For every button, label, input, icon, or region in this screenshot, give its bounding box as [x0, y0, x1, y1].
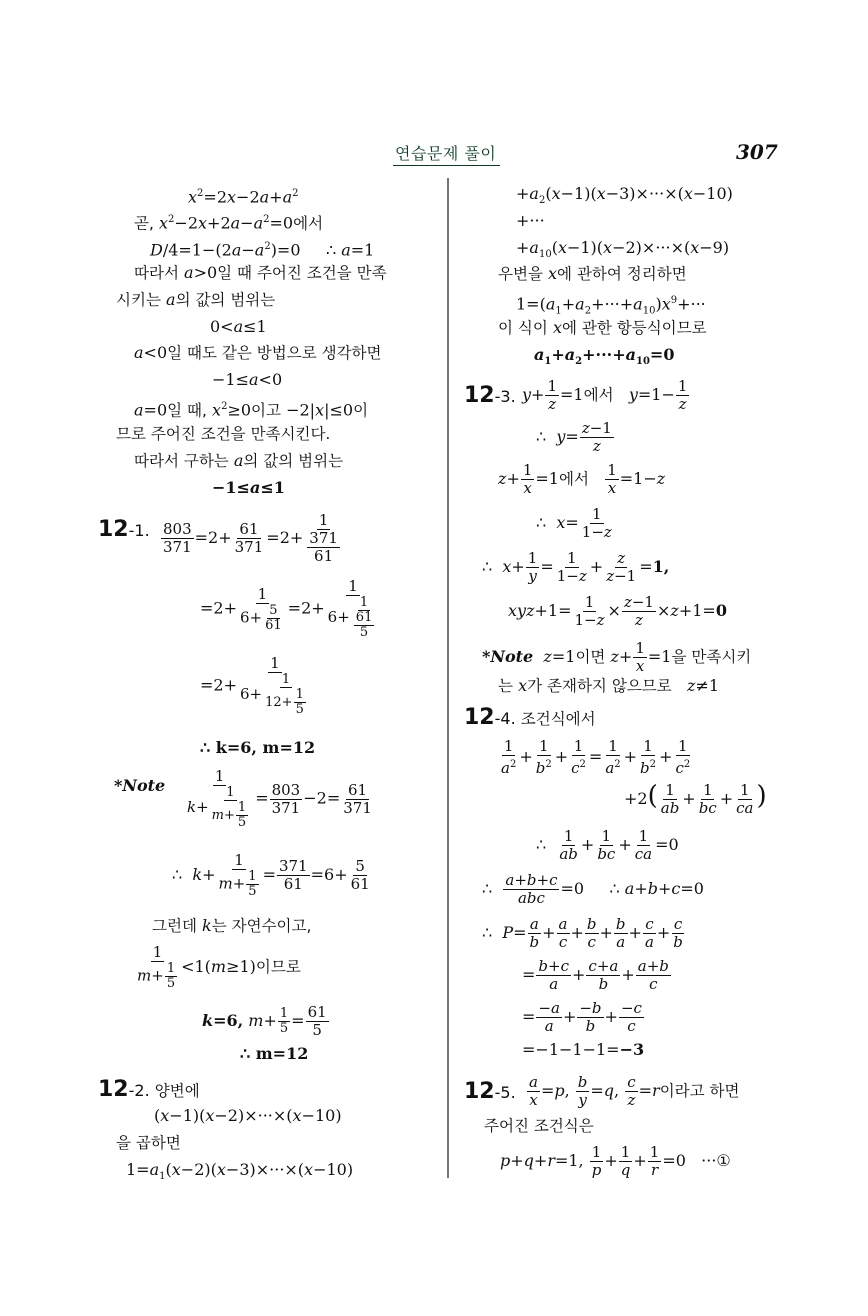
text-line: 우변을 x에 관하여 정리하면 [498, 264, 687, 283]
note-line: *Note z=1이면 z+ $\frac{1}{x}$ =1을 만족시키 [482, 639, 752, 675]
text-line: 따라서 a>0일 때 주어진 조건을 만족 [134, 263, 387, 282]
eq-line: 곧, $x^2-2x+2a-a^2=0$에서 [134, 213, 324, 233]
problem-12-3: 12-3. [464, 383, 516, 408]
eq-line: ∴ y= $\frac{z-1}{z}$ [536, 419, 612, 455]
eq-line: $1=(a_1+a_2+\cdot\cdot\cdot+a_{10})x^9+\cdot\cdot\cdot$ [516, 294, 706, 317]
problem-number: 12 [464, 383, 495, 408]
eq-line: ∴ P= $\frac{a}{b}$ + $\frac{a}{c}$ + $\frac{b}{c}$ + $\frac{b}{a}$ + $\frac{c}{a}$ + $\frac{c}{b}$ [482, 915, 683, 951]
eq-line: (x−1)(x−2)×···×(x−10) [154, 1106, 342, 1125]
eq-line: 0<a≤1 [210, 317, 267, 336]
eq-line: $1=a_1(x-2)(x-3)\times\cdot\cdot\cdot\times(x-10)$ [126, 1160, 354, 1183]
eq-line: $\frac{803}{371}$ =2+ $\frac{61}{371}$ =2+ $\frac{1}{\frac{371}{61}}$ [163, 511, 338, 565]
column-divider [447, 178, 449, 1178]
eq-line: −1≤a<0 [212, 370, 283, 389]
answer-line: $a_1+a_2+\cdot\cdot\cdot+a_{10}=0$ [534, 345, 675, 368]
eq-line: ∴ x= $\frac{1}{1-z}$ [536, 505, 612, 541]
eq-line: $\frac{a}{x}$ =p, $\frac{b}{y}$ =q, $\frac{c}{z}$ =r이라고 하면 [529, 1073, 740, 1109]
eq-line: $x^2=2x-2a+a^2$ [188, 187, 299, 207]
text-line: a=0일 때, $x^2\ge 0$이고 −2|x|≤0이 [134, 400, 369, 420]
note-label: *Note [114, 776, 166, 795]
eq-line: = $\frac{-a}{a}$ + $\frac{-b}{b}$ + $\frac{-c}{c}$ [522, 999, 642, 1035]
answer-line: =−1−1−1=−3 [522, 1040, 645, 1059]
text-line: 므로 주어진 조건을 만족시킨다. [116, 425, 331, 443]
eq-line: =2+ 1 6+ $\frac{5}{61}$ =2+ 1 6+ $\frac{1}{\frac{61}{5}}$ [200, 577, 373, 640]
problem-number: 12 [464, 1079, 495, 1104]
answer-line: k=6, m+ $\frac{1}{5}$ = $\frac{61}{5}$ [202, 1003, 327, 1039]
problem-number: 12 [98, 517, 129, 542]
eq-line: y+ $\frac{1}{z}$ =1에서 y=1− $\frac{1}{z}$ [522, 377, 688, 413]
text-line: 을 곱하면 [116, 1134, 181, 1152]
text-line: 그런데 k는 자연수이고, [152, 916, 312, 935]
page-number: 307 [736, 140, 778, 164]
text-line: 이 식이 x에 관한 항등식이므로 [498, 318, 707, 337]
eq-line: ∴ $\frac{a+b+c}{\text{abc}}$ =0 ∴ a+b+c=0 [482, 871, 704, 907]
eq-line: =2+ 1 6+ 1 12+ $\frac{1}{5}$ [200, 654, 304, 717]
problem-12-2: 12-2. 양변에 [98, 1077, 200, 1102]
answer-line: ∴ k=6, m=12 [200, 738, 316, 757]
eq-line: +··· [516, 211, 545, 230]
eq-line: p+q+r=1, $\frac{1}{p}$ + $\frac{1}{q}$ + $\frac{1}{r}$ =0 ···① [500, 1143, 731, 1179]
eq-line: = $\frac{b+c}{a}$ + $\frac{c+a}{b}$ + $\frac{a+b}{c}$ [522, 957, 669, 993]
eq-line: $+a_{10}(x-1)(x-2)\times\cdot\cdot\cdot\times(x-9)$ [516, 238, 730, 261]
eq-line: $\frac{1}{a^2}$ + $\frac{1}{b^2}$ + $\frac{1}{c^2}$ = $\frac{1}{a^2}$ + $\frac{1}{b^2}$ + $\frac{1}{c^2}$ [501, 737, 691, 777]
text-line: 는 x가 존재하지 않으므로 z≠1 [498, 676, 720, 695]
eq-line: 1 m+ $\frac{1}{5}$ <1(m≥1)이므로 [137, 943, 301, 991]
eq-line: xyz+1= $\frac{1}{1-z}$ × $\frac{z-1}{z}$ ×z+1=0 [508, 593, 727, 629]
eq-line: +2( $\frac{1}{ab}$ + $\frac{1}{bc}$ + $\frac{1}{ca}$ ) [624, 781, 767, 817]
problem-number: 12 [98, 1077, 129, 1102]
answer-line: ∴ m=12 [240, 1044, 309, 1063]
text-line: 따라서 구하는 a의 값의 범위는 [134, 451, 344, 470]
problem-12-1: 12-1. [98, 517, 150, 542]
problem-12-5: 12-5. [464, 1079, 516, 1104]
eq-line: $+a_2(x-1)(x-3)\times\cdot\cdot\cdot\times(x-10)$ [516, 184, 733, 207]
answer-line: −1≤a≤1 [212, 478, 285, 497]
problem-12-4: 12-4. 조건식에서 [464, 705, 596, 730]
text-line: a<0일 때도 같은 방법으로 생각하면 [134, 343, 382, 362]
problem-number: 12 [464, 705, 495, 730]
eq-line: z+ $\frac{1}{x}$ =1에서 $\frac{1}{x}$ =1−z [498, 461, 666, 497]
eq-line: ∴ $\frac{1}{ab}$ + $\frac{1}{bc}$ + $\frac{1}{ca}$ =0 [536, 827, 679, 863]
section-title: 연습문제 풀이 [393, 141, 500, 166]
text-line: 주어진 조건식은 [484, 1117, 594, 1135]
eq-line: $D/4=1-(2a-a^2)=0$ ∴ a=1 [150, 240, 375, 260]
eq-line: ∴ k+ 1 m+ $\frac{1}{5}$ = $\frac{371}{61}$ =6+ $\frac{5}{61}$ [172, 851, 370, 899]
text-line: 시키는 a의 값의 범위는 [116, 290, 276, 309]
eq-line: 1 k+ 1 m+ $\frac{1}{5}$ = $\frac{803}{371}$ −2= $\frac{61}{371}$ [187, 767, 372, 830]
eq-line: ∴ x+ $\frac{1}{y}$ = $\frac{1}{1-z}$ + $\frac{z}{z-1}$ =1, [482, 549, 670, 585]
